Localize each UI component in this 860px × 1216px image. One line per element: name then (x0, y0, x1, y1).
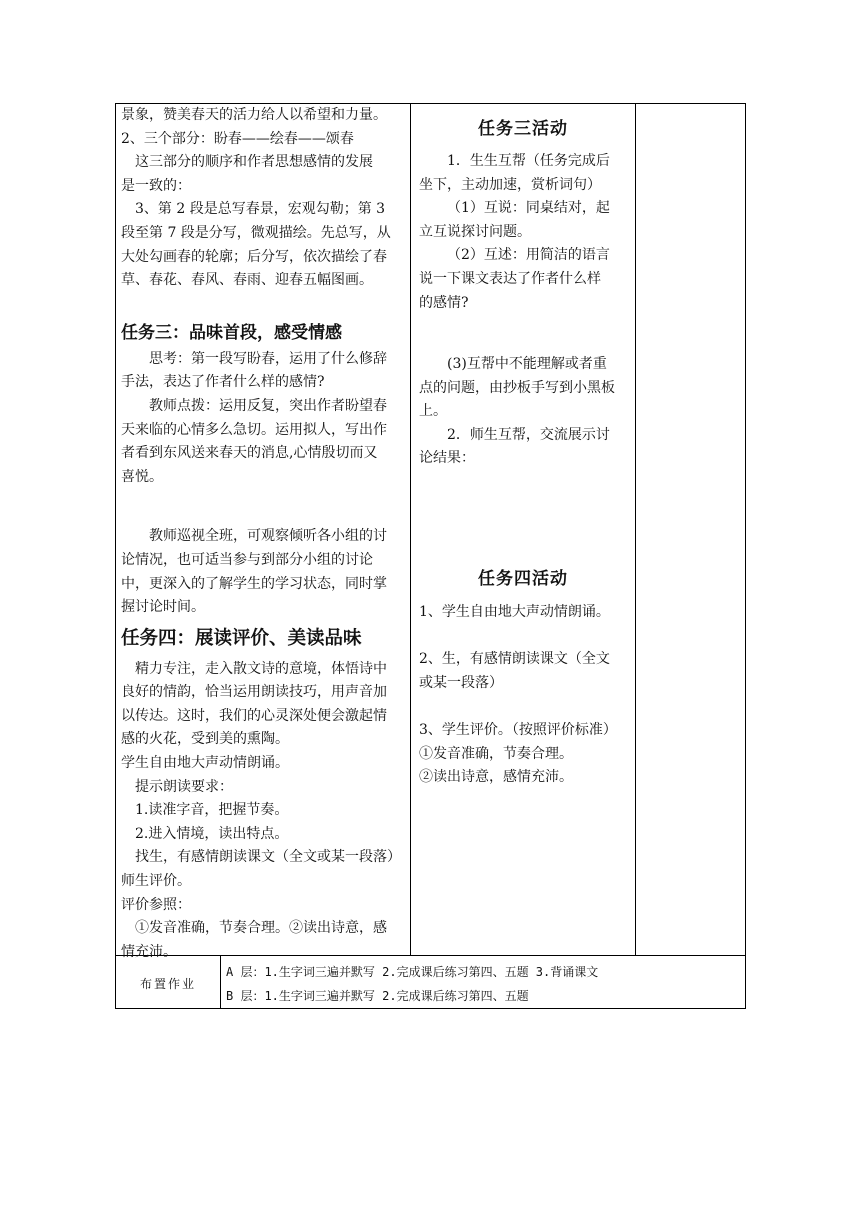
text-line: （2）互述：用简洁的语言 (447, 247, 610, 264)
text-line: 论情况，也可适当参与到部分小组的讨论 (121, 551, 373, 568)
teacher-observation-text (121, 525, 409, 619)
text-line: 以传达。这时，我们的心灵深处便会激起情 (121, 707, 387, 724)
task4-activity-steps (419, 601, 633, 790)
column-divider-1 (410, 103, 411, 956)
task3-discussion-text (121, 348, 409, 490)
activity-title-text: 任务三活动 (478, 119, 568, 139)
text-line: 思考：第一段写盼春，运用了什么修辞 (149, 350, 387, 367)
text-line: 者看到东风送来春天的消息,心情殷切而又 (121, 445, 378, 462)
text-line: 学生自由地大声动情朗诵。 (121, 755, 289, 772)
text-line: 情充沛。 (121, 943, 177, 960)
text-line: 立互说探讨问题。 (419, 223, 531, 240)
text-line: ①发音准确，节奏合理。②读出诗意，感 (135, 920, 387, 937)
homework-line-b: B 层：1.生字词三遍并默写 2.完成课后练习第四、五题 (226, 989, 529, 1003)
homework-line-a: A 层：1.生字词三遍并默写 2.完成课后练习第四、五题 3.背诵课文 (226, 965, 599, 979)
task3-heading: 任务三：品味首段，感受情感 (121, 322, 342, 343)
text-line: ①发音准确，节奏合理。 (419, 745, 573, 762)
task3-activity-followup (419, 353, 633, 471)
text-line: 大处勾画春的轮廓；后分写，依次描绘了春 (121, 248, 387, 265)
text-line: 教师点拨：运用反复，突出作者盼望春 (149, 397, 387, 414)
text-line: 景象，赞美春天的活力给人以希望和力量。 (121, 107, 387, 123)
task4-heading: 任务四：展读评价、美读品味 (121, 627, 362, 649)
text-line: 1.读准字音，把握节奏。 (135, 802, 289, 819)
text-line: 感的火花，受到美的熏陶。 (121, 731, 289, 748)
text-line: 这三部分的顺序和作者思想感情的发展 (135, 154, 373, 171)
activity-title-text: 任务四活动 (478, 569, 568, 589)
text-line: 2、三个部分：盼春——绘春——颂春 (121, 130, 354, 147)
task4-reading-text (121, 658, 409, 965)
text-line: 2．师生互帮，交流展示讨 (447, 426, 610, 443)
text-line: （1）互说：同桌结对，起 (447, 200, 610, 217)
text-line: 点的问题，由抄板手写到小黑板 (419, 379, 615, 396)
text-line: 段至第 7 段是分写，微观描绘。先总写，从 (121, 224, 391, 241)
text-line: 说一下课文表达了作者什么样 (419, 270, 601, 287)
left-column-content (121, 104, 409, 964)
text-line: (3)互帮中不能理解或者重 (447, 356, 607, 372)
text-line: 握讨论时间。 (121, 599, 205, 616)
text-line: 草、春花、春风、春雨、迎春五幅图画。 (121, 272, 373, 289)
text-line: 精力专注，走入散文诗的意境，体悟诗中 (135, 660, 387, 677)
table-bottom-border (115, 1008, 746, 1009)
task3-activity-title (411, 114, 635, 144)
text-line: 的感情? (419, 294, 469, 311)
text-line: 师生评价。 (121, 873, 191, 890)
task3-activity-steps (419, 150, 633, 315)
text-line: 天来临的心情多么急切。运用拟人，写出作 (121, 421, 387, 438)
text-line: 找生，有感情朗读课文（全文或某一段落） (135, 849, 401, 866)
text-line: 坐下，主动加速，赏析词句） (419, 176, 601, 193)
homework-content (226, 960, 744, 1008)
text-line: 喜悦。 (121, 468, 163, 485)
text-line: 论结果： (419, 450, 475, 467)
text-line: 中，更深入的了解学生的学习状态，同时掌 (121, 575, 387, 592)
homework-label: 布置作业 (139, 977, 196, 991)
table-right-border (745, 103, 746, 1009)
text-line: 1、学生自由地大声动情朗诵。 (419, 604, 610, 620)
table-left-border (115, 103, 116, 1009)
text-line: 1．生生互帮（任务完成后 (447, 153, 610, 169)
text-line: 教师巡视全班，可观察倾听各小组的讨 (149, 528, 387, 545)
text-line: 良好的情韵，恰当运用朗读技巧，用声音加 (121, 684, 387, 701)
text-line: 3、学生评价。（按照评价标准） (419, 721, 617, 738)
text-line: 或某一段落） (419, 674, 503, 691)
text-line: 提示朗读要求： (135, 778, 233, 795)
task4-activity-title (411, 564, 635, 594)
text-line: ②读出诗意，感情充沛。 (419, 769, 573, 786)
text-line: 2.进入情境，读出特点。 (135, 825, 289, 842)
text-line: 上。 (419, 403, 447, 420)
text-line: 3、第 2 段是总写春景，宏观勾勒；第 3 (135, 201, 386, 218)
structure-analysis-text (121, 104, 409, 293)
text-line: 是一致的： (121, 177, 191, 194)
text-line: 手法，表达了作者什么样的感情? (121, 374, 325, 391)
column-divider-2 (635, 103, 636, 956)
text-line: 评价参照： (121, 896, 191, 913)
text-line: 2、生，有感情朗读课文（全文 (419, 651, 610, 668)
